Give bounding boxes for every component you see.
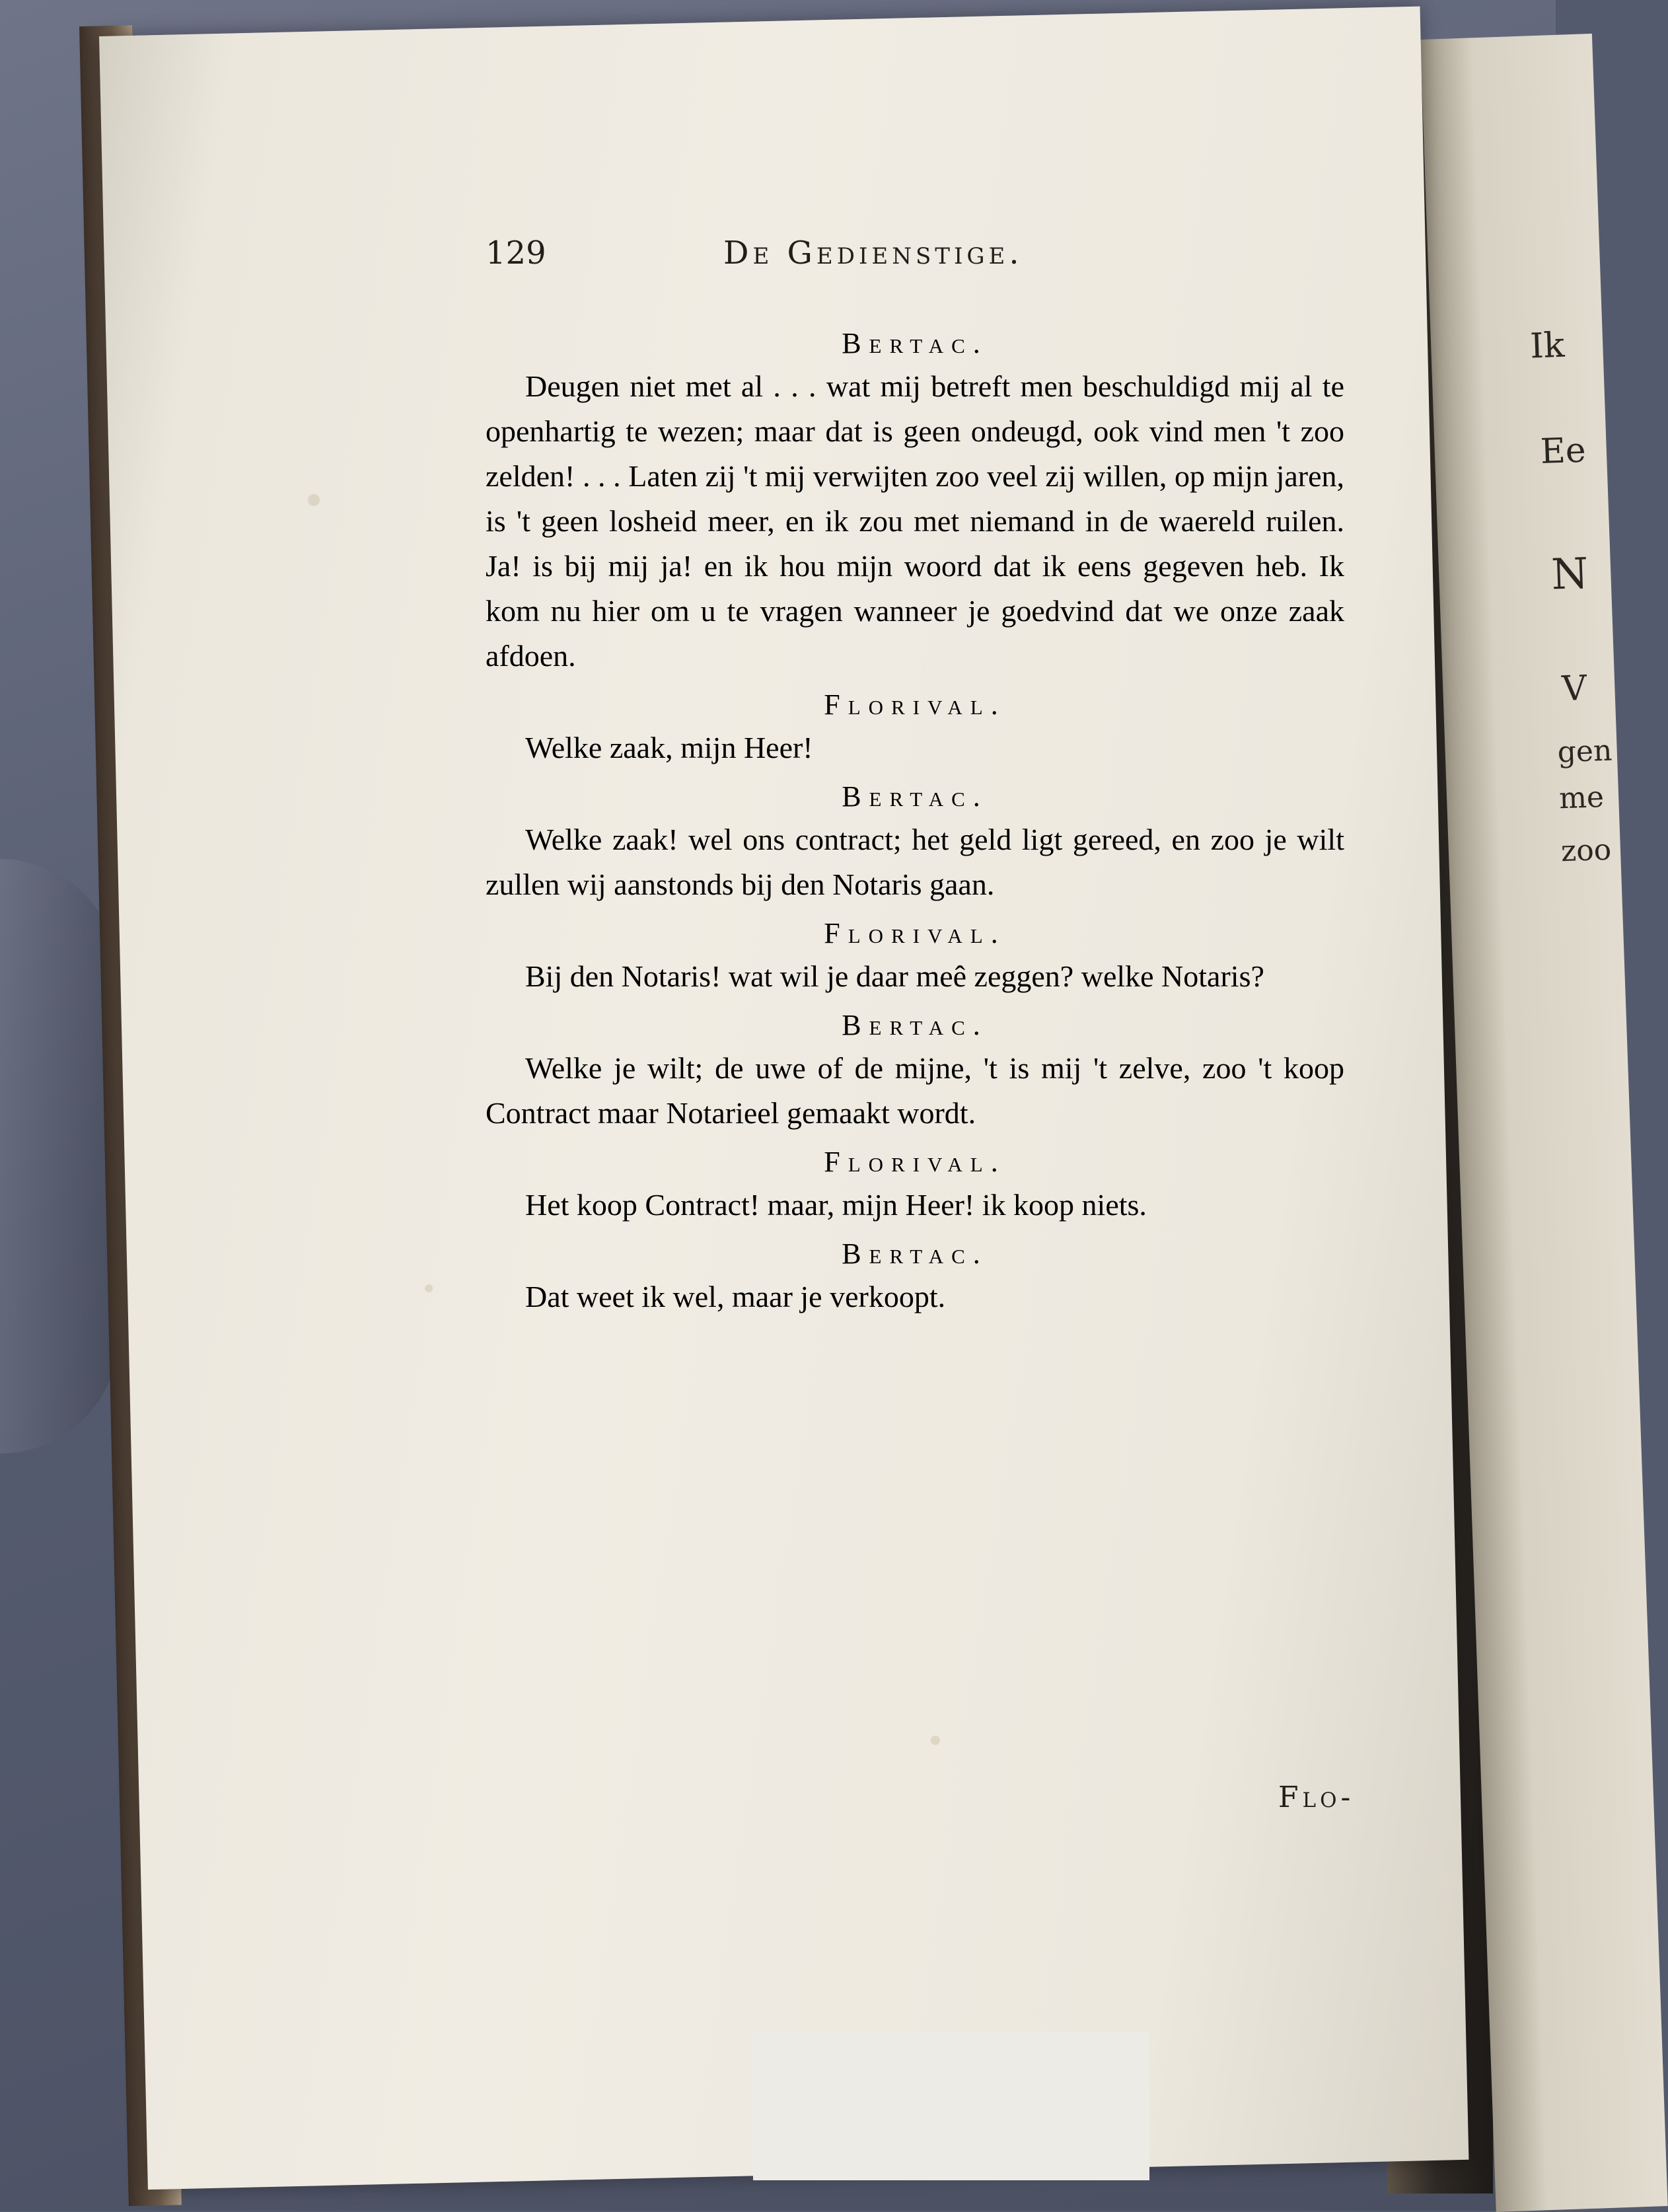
foxing-spot bbox=[308, 494, 320, 506]
facing-page-fragment: N bbox=[1550, 549, 1589, 600]
facing-page-fragment: V bbox=[1561, 668, 1588, 710]
speaker-name: Bertac. bbox=[842, 327, 988, 359]
speech-text: Welke zaak, mijn Heer! bbox=[525, 731, 813, 764]
paper-label bbox=[753, 2032, 1149, 2180]
speaker-name: Bertac. bbox=[842, 1237, 988, 1270]
speaker-name: Bertac. bbox=[842, 780, 988, 813]
dialogue-entry bbox=[486, 1237, 1344, 1319]
running-head bbox=[486, 235, 1358, 287]
foxing-spot bbox=[425, 1284, 433, 1292]
dialogue-entry bbox=[486, 688, 1344, 770]
facing-page-fragment: Ee bbox=[1539, 430, 1587, 472]
speaker-name: Florival. bbox=[824, 1146, 1006, 1178]
foxing-spot bbox=[931, 1736, 940, 1745]
speech-text: Welke zaak! wel ons contract; het geld ligt gereed, en zoo je wilt zullen wij aanstonds bij den Notaris gaan. bbox=[486, 823, 1344, 901]
speech-text: Deugen niet met al . . . wat mij betreft men beschuldigd mij al te openhartig te wezen; maar dat is geen ondeugd, ook vind men 't zoo zelden! . . . Laten zij 't mij verwijten zoo veel zij willen, op mijn jaren, is 't geen losheid meer, en ik zou met niemand in de waereld ruilen. Ja! is bij mij ja! en ik hou mijn woord dat ik eens gegeven heb. Ik kom nu hier om u te vragen wanneer je goedvind dat we onze zaak afdoen. bbox=[486, 369, 1344, 673]
facing-page-fragment: gen bbox=[1556, 733, 1613, 770]
speech-text: Het koop Contract! maar, mijn Heer! ik koop niets. bbox=[525, 1188, 1147, 1222]
facing-page-fragment: Ik bbox=[1529, 325, 1566, 367]
page-number: 129 bbox=[486, 235, 546, 272]
speech-text: Welke je wilt; de uwe of de mijne, 't is mij 't zelve, zoo 't koop Contract maar Notarieel gemaakt wordt. bbox=[486, 1051, 1344, 1130]
dialogue-entry bbox=[486, 916, 1344, 999]
dialogue-entry bbox=[486, 780, 1344, 907]
dialogue-entry bbox=[486, 1145, 1344, 1228]
running-title: De Gedienstige. bbox=[723, 235, 1023, 272]
facing-page-fragment: zoo bbox=[1560, 832, 1613, 869]
speech-text: Dat weet ik wel, maar je verkoopt. bbox=[525, 1280, 946, 1313]
dialogue-entry bbox=[486, 1008, 1344, 1136]
dialogue-body bbox=[486, 317, 1344, 1319]
facing-page-fragment: me bbox=[1558, 780, 1605, 816]
speaker-name: Florival. bbox=[824, 688, 1006, 721]
catchword: Flo- bbox=[1278, 1781, 1355, 1814]
speaker-name: Bertac. bbox=[842, 1009, 988, 1041]
speaker-name: Florival. bbox=[824, 917, 1006, 949]
speech-text: Bij den Notaris! wat wil je daar meê zeggen? welke Notaris? bbox=[525, 959, 1264, 993]
dialogue-entry bbox=[486, 326, 1344, 679]
